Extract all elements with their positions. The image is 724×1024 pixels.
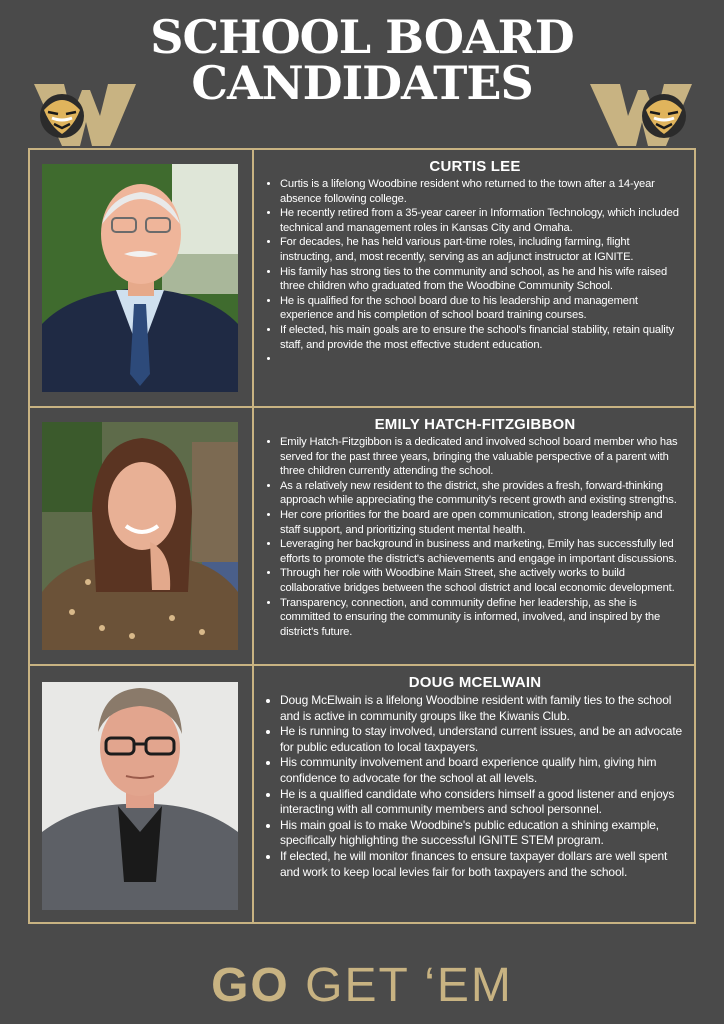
candidate-bullet-list — [266, 177, 684, 367]
slogan-rest: GET ‘EM — [289, 959, 513, 1012]
candidate-info — [254, 150, 694, 406]
list-item: • If elected, he will monitor finances to ensure taxpayer dollars are well spent and work to keep local levies fair for both taxpayers and the school. — [280, 849, 684, 880]
photo-cell — [30, 150, 254, 406]
slogan-go: GO — [211, 959, 290, 1012]
list-item: • As a relatively new resident to the district, she provides a fresh, forward-thinking approach while appreciating the community's recent growth and existing strengths. — [280, 479, 684, 508]
candidates-table — [28, 148, 696, 924]
list-item: • If elected, his main goals are to ensure the school's financial stability, retain quality staff, and provide the most effective student education. — [280, 323, 684, 352]
list-item: • Through her role with Woodbine Main Street, she actively works to build collaborative bridges between the school district and local economic development. — [280, 566, 684, 595]
candidate-row-emily-hatch-fitzgibbon — [30, 408, 694, 666]
list-item: • Her core priorities for the board are open communication, strong leadership and staff support, and prioritizing student mental health. — [280, 508, 684, 537]
title-line-2: CANDIDATES — [191, 56, 533, 110]
list-item: • Transparency, connection, and community define her leadership, as she is committed to ensuring the community is informed, involved, and inspired by the district's future. — [280, 596, 684, 640]
list-item: • His community involvement and board experience qualify him, giving him confidence to advocate for the school at all levels. — [280, 755, 684, 786]
list-item: • His main goal is to make Woodbine's public education a shining example, specifically highlighting the successful IGNITE STEM program. — [280, 818, 684, 849]
list-item: • Curtis is a lifelong Woodbine resident who returned to the town after a 14-year absence following college. — [280, 177, 684, 206]
candidate-bullet-list — [266, 435, 684, 639]
w-tiger-logo-icon — [30, 82, 140, 148]
list-item: • Leveraging her background in business and marketing, Emily has successfully led efforts to promote the district's achievements and engage in important discussions. — [280, 537, 684, 566]
w-tiger-logo-icon — [586, 82, 696, 148]
candidate-photo-doug-mcelwain — [42, 682, 238, 910]
candidate-photo-emily-hatch-fitzgibbon — [42, 422, 238, 650]
photo-cell — [30, 666, 254, 922]
list-item: • He is a qualified candidate who considers himself a good listener and enjoys interacting with all community members and school personnel. — [280, 787, 684, 818]
candidate-name: CURTIS LEE — [429, 158, 521, 175]
list-item: • Emily Hatch-Fitzgibbon is a dedicated and involved school board member who has served for the past three years, bringing the valuable perspective of a parent with three children currently attending the school. — [280, 435, 684, 479]
candidate-info — [254, 666, 694, 922]
candidate-bullet-list — [266, 693, 684, 880]
candidate-name: EMILY HATCH-FITZGIBBON — [374, 416, 576, 433]
candidate-info — [254, 408, 694, 664]
candidate-photo-curtis-lee — [42, 164, 238, 392]
list-item: • He is qualified for the school board due to his leadership and management experience and his completion of school board training courses. — [280, 294, 684, 323]
title-line-1: SCHOOL BOARD — [150, 10, 574, 64]
list-item: • His family has strong ties to the community and school, as he and his wife raised three children who graduated from the Woodbine Community School. — [280, 265, 684, 294]
candidate-row-doug-mcelwain — [30, 666, 694, 922]
list-item: • Doug McElwain is a lifelong Woodbine resident with family ties to the school and is active in community groups like the Kiwanis Club. — [280, 693, 684, 724]
list-item — [280, 352, 684, 367]
candidate-row-curtis-lee — [30, 150, 694, 408]
list-item: • For decades, he has held various part-time roles, including farming, flight instructing, and, most recently, serving as an adjunct instructor at IGNITE. — [280, 235, 684, 264]
list-item: • He is running to stay involved, understand current issues, and be an advocate for public education to local taxpayers. — [280, 724, 684, 755]
slogan — [0, 958, 724, 1014]
candidate-name: DOUG MCELWAIN — [408, 674, 542, 691]
list-item: • He recently retired from a 35-year career in Information Technology, which included technical and management roles in Kansas City and Omaha. — [280, 206, 684, 235]
photo-cell — [30, 408, 254, 664]
